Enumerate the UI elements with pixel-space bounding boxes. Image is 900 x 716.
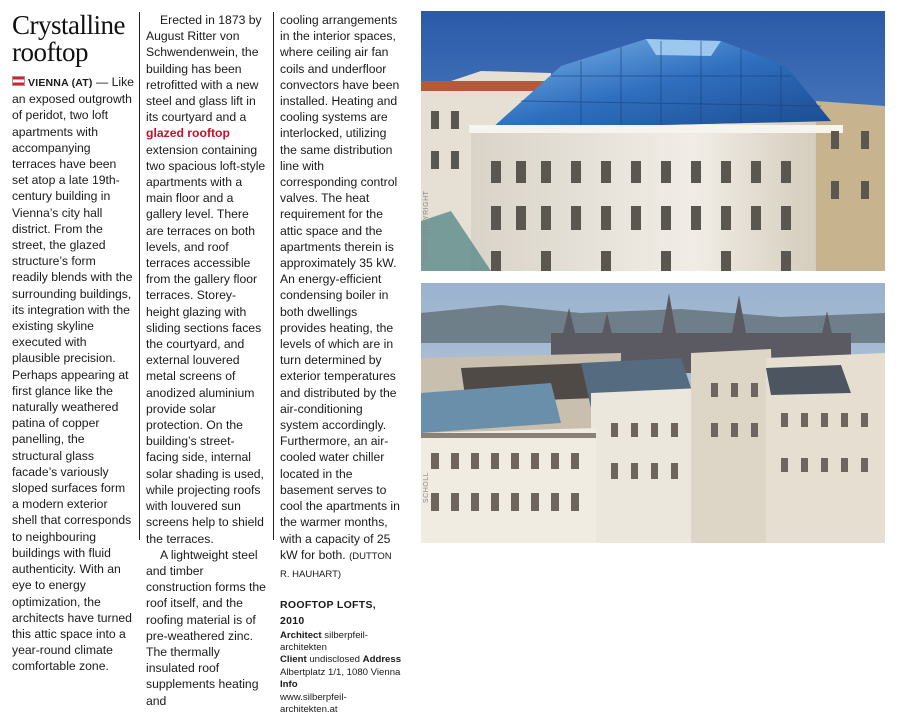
client-value: undisclosed	[309, 654, 360, 666]
highlight-text: glazed rooftop	[146, 126, 230, 141]
architect-label: Architect	[280, 629, 322, 641]
title-line-1: Crystalline	[12, 10, 125, 40]
address-value: Albertplatz 1/1, 1080 Vienna	[280, 666, 401, 678]
rooftop-photo-cityscape-image	[421, 283, 885, 543]
column-divider	[139, 12, 140, 540]
lead-text: — Like an exposed outgrowth of peridot, two loft apartments with accompanying terraces have been set atop a late 19th-century building in Vienna’s city hall district. From the street, the glazed structure’s form readily blends with the surrounding buildings, its integration with the existing skyline executed with plausible precision. Perhaps appearing at first glance like the naturally weathered patina of copper panelling, the structural glass facade’s variously sloped surfaces form a modern exterior shell that corresponds to neighbouring buildings with fluid authenticity. With an eye to energy optimization, the architects have turned this attic space into a year-round climate comfortable zone.	[12, 75, 134, 674]
body-text: A lightweight steel and timber construction forms the roof itself, and the roofing material is of pre-weathered zinc. The thermally insulated roof supplements heating and	[146, 547, 266, 708]
body-paragraph	[280, 12, 402, 583]
caption-title: ROOFTOP LOFTS, 2010	[280, 599, 376, 628]
location-label: VIENNA (AT)	[28, 77, 93, 89]
rooftop-photo-cityscape	[421, 283, 885, 543]
photo-credit-1: GANS COPYRIGHT	[423, 190, 430, 261]
article-column-3	[280, 12, 402, 716]
lead-paragraph	[12, 74, 134, 675]
client-label: Client	[280, 654, 307, 666]
body-paragraph	[146, 12, 266, 547]
column-divider	[273, 12, 274, 540]
rooftop-photo-street-image	[421, 11, 885, 271]
architect-value: silberpfeil-architekten	[280, 629, 368, 653]
body-paragraph	[146, 547, 266, 709]
article-column-1	[12, 12, 134, 675]
article-title	[12, 12, 134, 66]
body-text: extension containing two spacious loft-style apartments with a main floor and a gallery level. There are terraces on both levels, and roof terraces accessible from the gallery floor terraces. Storey-height glazing with sliding sections faces the courtyard, and external louvered metal screens of anodized aluminium provide solar protection. On the building’s street-facing side, internal solar shading is used, while projecting roofs with louvered sun screens help to shield the terraces.	[146, 142, 266, 546]
project-caption	[280, 630, 402, 716]
address-label: Address	[362, 654, 402, 666]
body-text: Erected in 1873 by August Ritter von Schwendenwein, the building has been retrofitted with a new steel and glass lift in its courtyard and a	[146, 13, 262, 125]
photo-credit-2: SCHOLL	[423, 471, 430, 503]
info-label: Info	[280, 679, 298, 691]
info-value: www.silberpfeil-architekten.at	[280, 691, 347, 715]
author-credit: (DUTTON R. HAUHART)	[280, 550, 392, 580]
body-text: cooling arrangements in the interior spaces, where ceiling air fan coils and underfloor convectors have been installed. Heating and cooling systems are interlocked, utilizing the same distribution line with corresponding control valves. The heat requirement for the attic space and the apartments therein is approximately 35 kW. An energy-efficient condensing boiler in both dwellings provides heating, the levels of which are in turn determined by exterior temperatures and distributed by the air-conditioning system accordingly. Furthermore, an air-cooled water chiller located in the basement serves to cool the apartments in the warmer months, with a capacity of 25 kW for both.	[280, 13, 400, 562]
article-column-2	[146, 12, 266, 709]
rooftop-photo-street	[421, 11, 885, 271]
austria-flag-icon	[12, 76, 25, 86]
title-line-2: rooftop	[12, 37, 88, 67]
